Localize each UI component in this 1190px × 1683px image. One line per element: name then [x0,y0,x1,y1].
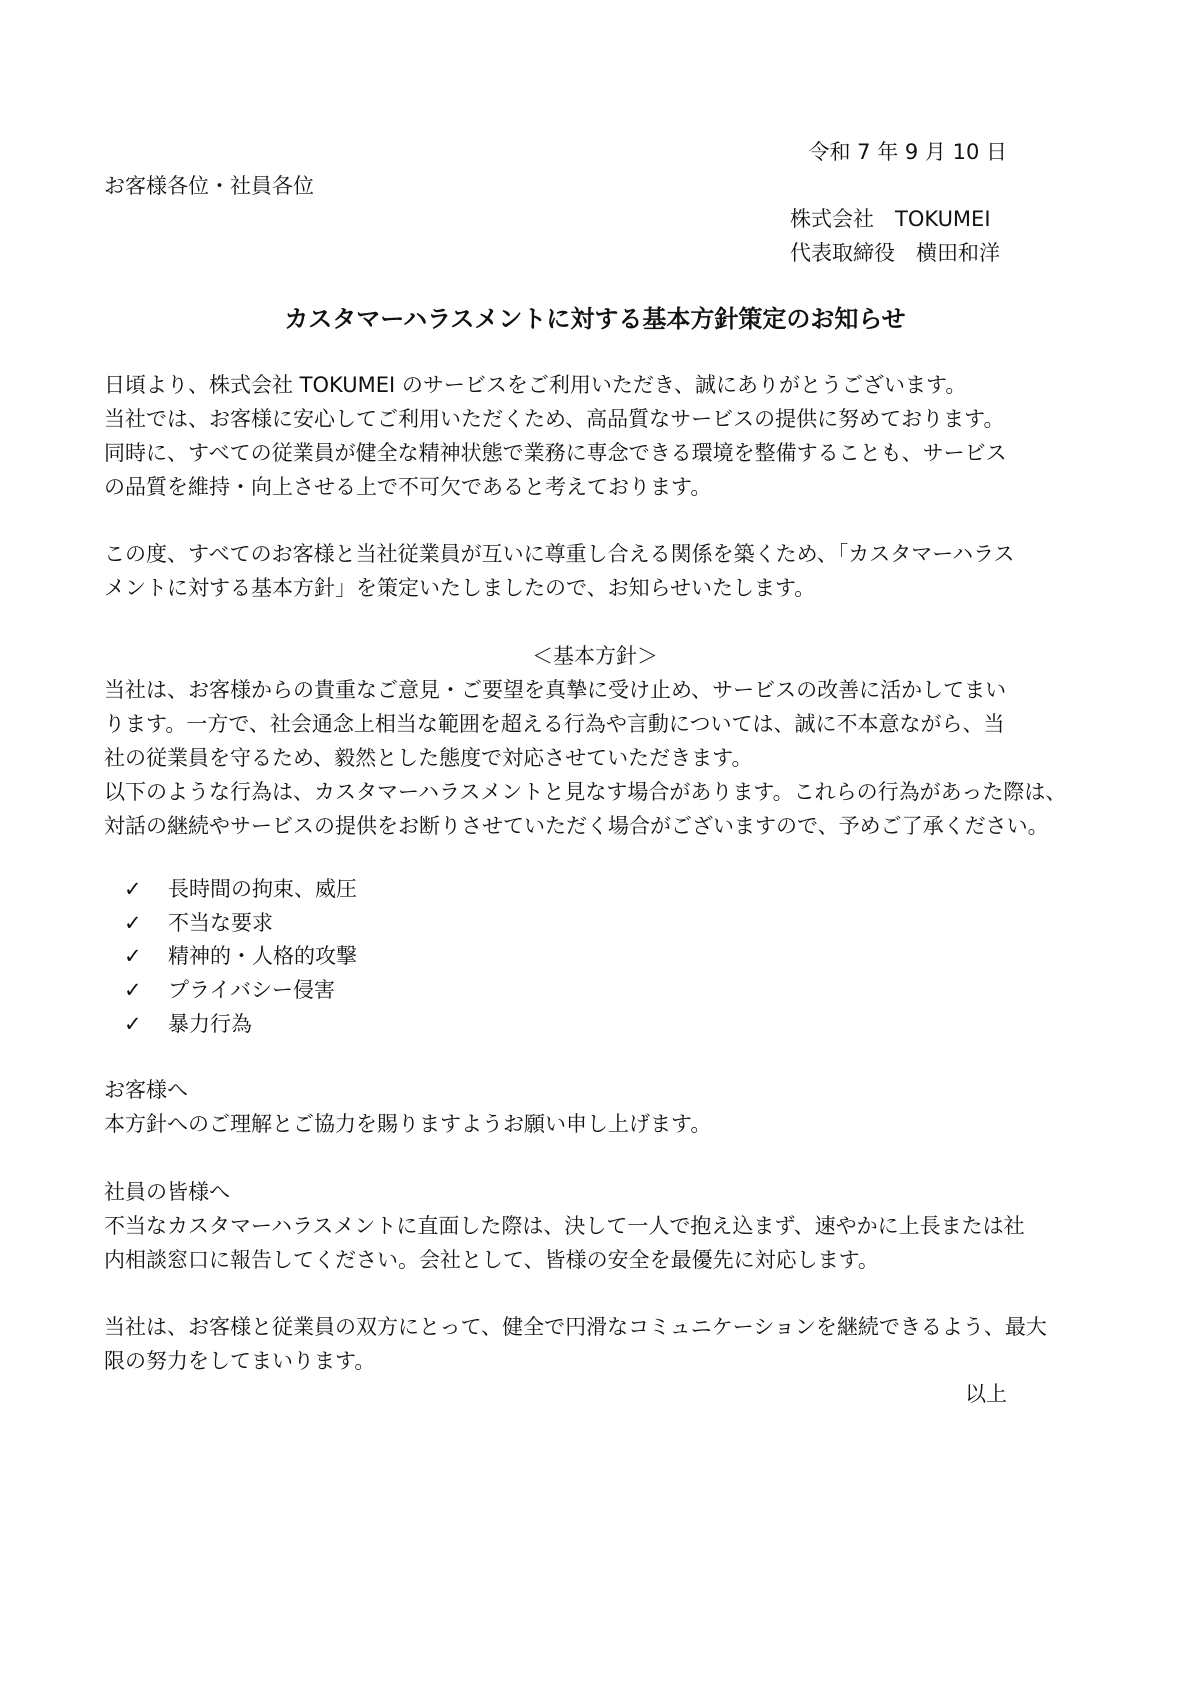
behavior-list-item [124,975,335,1005]
end-mark: 以上 [965,1382,1007,1406]
policy-line: 以下のような行為は、カスタマーハラスメントと見なす場合があります。これらの行為があった際は、 [104,780,1067,804]
company-name: 株式会社 TOKUMEI [790,207,991,231]
behavior-label: 長時間の拘束、威圧 [168,877,357,901]
closing-line: 当社は、お客様と従業員の双方にとって、健全で円滑なコミュニケーションを継続できるよう、最大 [104,1315,1047,1339]
announcement-line: メントに対する基本方針」を策定いたしましたので、お知らせいたします。 [104,576,816,600]
document-title: カスタマーハラスメントに対する基本方針策定のお知らせ [284,305,906,333]
employees-line: 不当なカスタマーハラスメントに直面した際は、決して一人で抱え込まず、速やかに上長または社 [104,1214,1025,1238]
behavior-list-item [124,941,357,971]
policy-line: 社の従業員を守るため、毅然とした態度で対応させていただきます。 [104,746,753,770]
representative: 代表取締役 横田和洋 [790,241,1000,265]
addressee: お客様各位・社員各位 [104,174,314,198]
check-icon: ✓ [124,877,142,901]
policy-line: 当社は、お客様からの貴重なご意見・ご要望を真摯に受け止め、サービスの改善に活かしてまい [104,678,1007,702]
announcement-line: この度、すべてのお客様と当社従業員が互いに尊重し合える関係を築くため、「カスタマーハラス [104,542,1015,566]
behavior-label: 精神的・人格的攻撃 [168,944,357,968]
check-icon: ✓ [124,1012,142,1036]
employees-line: 内相談窓口に報告してください。会社として、皆様の安全を最優先に対応します。 [104,1248,879,1272]
date: 令和 7 年 9 月 10 日 [808,140,1007,164]
policy-heading: ＜基本方針＞ [532,644,658,668]
policy-line: ります。一方で、社会通念上相当な範囲を超える行為や言動については、誠に不本意ながら、当 [104,712,1005,736]
behavior-label: 不当な要求 [168,911,273,935]
behavior-list-item [124,908,273,938]
employees-heading: 社員の皆様へ [104,1180,230,1204]
intro-line: の品質を維持・向上させる上で不可欠であると考えております。 [104,475,712,499]
behavior-list-item [124,874,357,904]
check-icon: ✓ [124,944,142,968]
customers-text: 本方針へのご理解とご協力を賜りますようお願い申し上げます。 [104,1112,712,1136]
intro-line: 日頃より、株式会社 TOKUMEI のサービスをご利用いただき、誠にありがとうございます。 [104,373,967,397]
policy-line: 対話の継続やサービスの提供をお断りさせていただく場合がございますので、予めご了承ください。 [104,814,1049,838]
behavior-list-item [124,1009,252,1039]
check-icon: ✓ [124,978,142,1002]
check-icon: ✓ [124,911,142,935]
closing-line: 限の努力をしてまいります。 [104,1349,376,1373]
behavior-label: プライバシー侵害 [168,978,335,1002]
customers-heading: お客様へ [104,1078,188,1102]
behavior-label: 暴力行為 [168,1012,252,1036]
intro-line: 同時に、すべての従業員が健全な精神状態で業務に専念できる環境を整備することも、サービス [104,441,1007,465]
intro-line: 当社では、お客様に安心してご利用いただくため、高品質なサービスの提供に努めております。 [104,407,1005,431]
